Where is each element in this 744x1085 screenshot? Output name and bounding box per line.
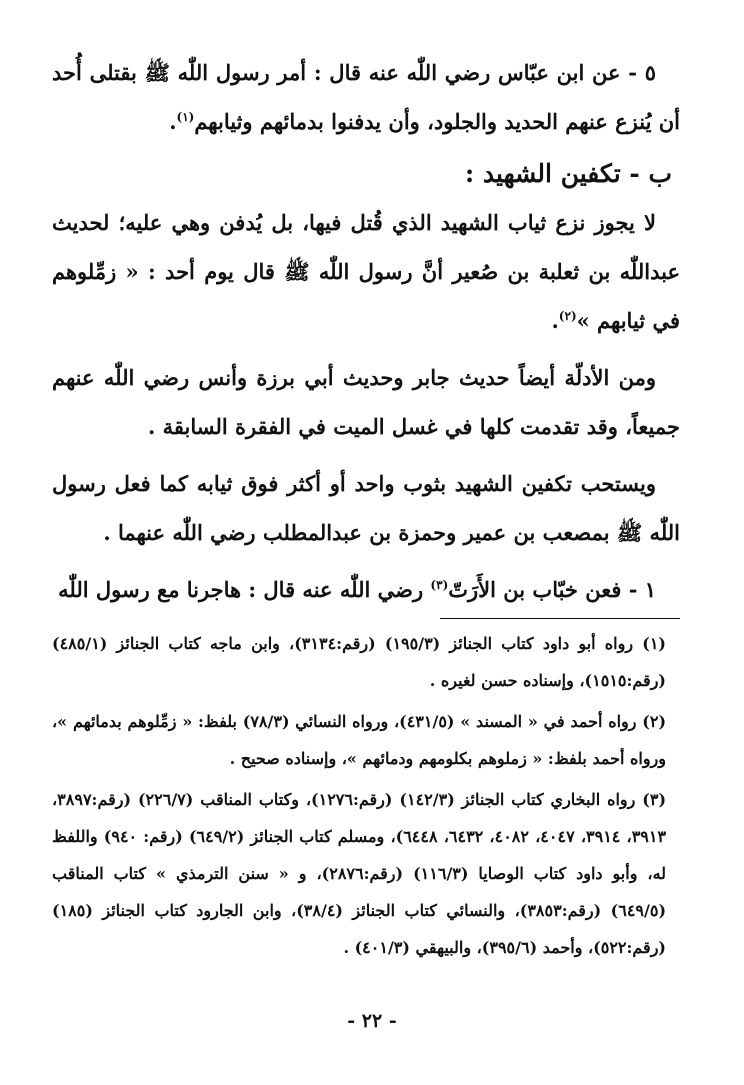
footnote-1: (١) رواه أبو داود كتاب الجنائز (١٩٥/٣) (رقم:٣١٣٤)، وابن ماجه كتاب الجنائز (٤٨٥/١) (رقم:١٥١٥)، وإسناده حسن لغيره . bbox=[52, 634, 666, 690]
footnote-separator bbox=[440, 618, 680, 619]
footnote-ref-1[interactable]: (١) bbox=[176, 110, 195, 124]
paragraph-evidence: ومن الأدلّة أيضاً حديث جابر وحديث أبي برزة وأنس رضي اللّٰه عنهم جميعاً، وقد تقدمت كلها في غسل الميت في الفقرة السابقة . bbox=[52, 365, 680, 439]
hadith-paragraph-1 bbox=[52, 565, 680, 614]
hadith-5-text: ٥ - عن ابن عبّاس رضي اللّٰه عنه قال : أمر رسول اللّٰه ﷺ بقتلى أُحد أن يُنزع عنهم الحديد والجلود، وأن يدفنوا بدمائهم وثيابهم bbox=[52, 60, 680, 134]
hadith-5-end: . bbox=[169, 109, 177, 134]
hadith-paragraph-5 bbox=[52, 48, 680, 146]
book-page bbox=[52, 48, 680, 1048]
shroud-rule-end: . bbox=[551, 308, 559, 333]
hadith-1-end: رضي اللّٰه عنه قال : هاجرنا مع رسول اللّٰه bbox=[58, 577, 431, 602]
footnote-ref-2[interactable]: (٢) bbox=[558, 309, 577, 323]
paragraph-recommendation: ويستحب تكفين الشهيد بثوب واحد أو أكثر فوق ثيابه كما فعل رسول اللّٰه ﷺ بمصعب بن عمير وحمزة بن عبدالمطلب رضي اللّٰه عنهما . bbox=[52, 471, 680, 545]
section-heading: ب - تكفين الشهيد : bbox=[465, 159, 672, 188]
footnote-ref-3[interactable]: (٣) bbox=[430, 578, 449, 592]
footnote-2: (٢) رواه أحمد في « المسند » (٤٣١/٥)، ورواه النسائي (٧٨/٣) بلفظ: « زمِّلوهم بدمائهم »، ورواه أحمد بلفظ: « زملوهم بكلومهم ودمائهم »، وإسناده صحيح . bbox=[52, 712, 667, 768]
shroud-rule-text: لا يجوز نزع ثياب الشهيد الذي قُتل فيها، بل يُدفن وهي عليه؛ لحديث عبداللّٰه بن ثعلبة بن صُعير أنَّ رسول اللّٰه ﷺ قال يوم أحد : « زمِّلوهم في ثيابهم » bbox=[52, 210, 680, 333]
page-number: - ٢٢ - bbox=[347, 1010, 397, 1032]
footnote-3: (٣) رواه البخاري كتاب الجنائز (١٤٢/٣) (رقم:١٢٧٦)، وكتاب المناقب (٢٢٦/٧) (رقم:٣٨٩٧، ٣٩١٣، ٣٩١٤، ٤٠٤٧، ٤٠٨٢، ٦٤٣٢، ٦٤٤٨)، ومسلم كتاب الجنائز (٦٤٩/٢) (رقم: ٩٤٠) واللفظ له، وأبو داود كتاب الوصايا (١١٦/٣) (رقم:٢٨٧٦)، و « سنن الترمذي » كتاب المناقب (٦٤٩/٥) (رقم:٣٨٥٣)، والنسائي كتاب الجنائز (٣٨/٤)، وابن الجارود كتاب الجنائز (١٨٥) (رقم:٥٢٢)، وأحمد (٣٩٥/٦)، والبيهقي (٤٠١/٣) . bbox=[52, 790, 667, 957]
hadith-1-start: ١ - فعن خبّاب بن الأَرَتّ bbox=[448, 577, 656, 602]
paragraph-shroud-rule bbox=[52, 198, 680, 345]
